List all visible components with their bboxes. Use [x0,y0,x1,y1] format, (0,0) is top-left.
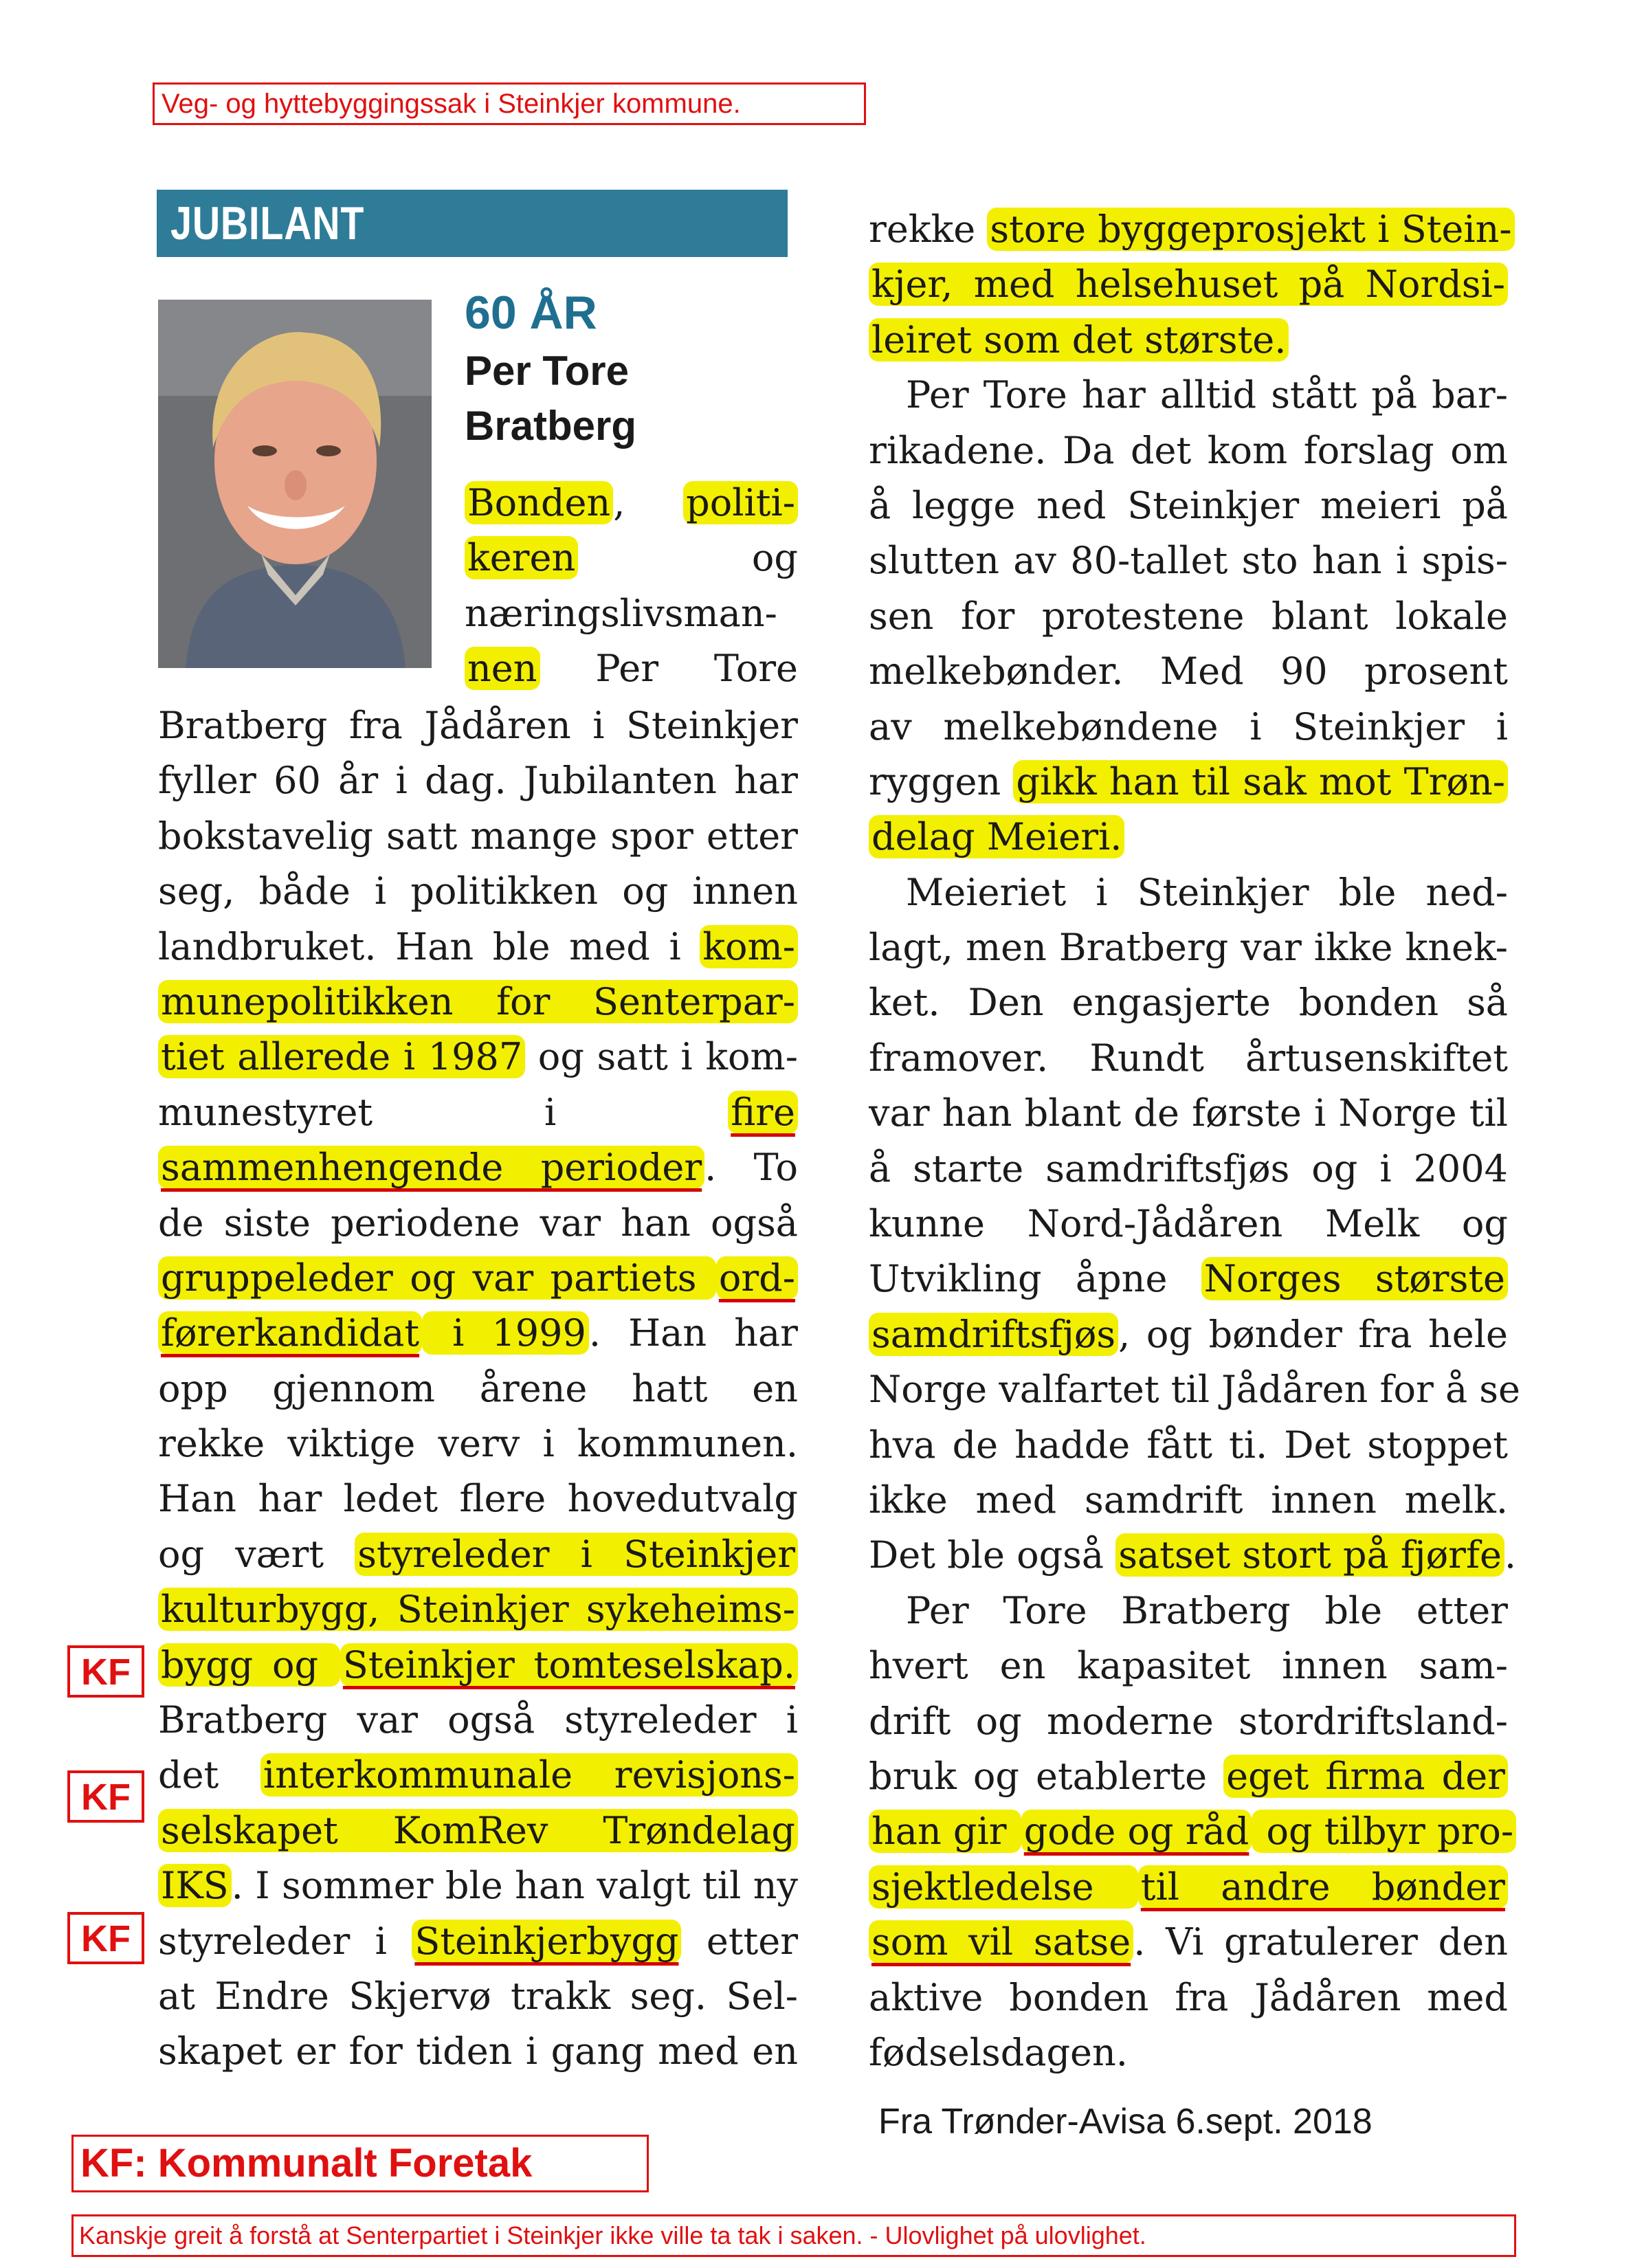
rubric-title: JUBILANT [170,197,365,249]
text-line: ket. Den engasjerte bonden så [869,981,1508,1025]
text-line: sen for protestene blant lokale [869,594,1508,638]
text-line: bygg og Steinkjer tomteselskap. [158,1638,798,1693]
text-line: tiet allerede i 1987 og satt i kom- [158,1030,798,1085]
text-line: som vil satse. Vi gratulerer den [869,1915,1508,1970]
text-line: IKS. I sommer ble han valgt til ny [158,1858,798,1913]
text-line: Han har ledet flere hovedutvalg [158,1477,798,1521]
text-line: Bratberg var også styreleder i [158,1698,798,1742]
text-line: sjektledelse til andre bønder [869,1860,1508,1915]
text-line: delag Meieri. [869,810,1508,865]
text-line: fyller 60 år i dag. Jubilanten har [158,759,798,803]
text-line: munestyret i fire [158,1085,798,1140]
name-first: Per Tore [465,348,629,394]
text-line: seg, både i politikken og innen [158,869,798,913]
text-line: drift og moderne stordriftsland- [869,1699,1508,1743]
text-line: skapet er for tiden i gang med en [158,2030,798,2074]
text-line: av melkebøndene i Steinkjer i [869,704,1508,748]
text-line: Norge valfartet til Jådåren for å se [869,1368,1520,1412]
article-column-right [869,202,1520,2080]
text-line: rikadene. Da det kom forslag om [869,428,1508,472]
text-line: Bonden, politi- [465,476,798,531]
text-line: rekke store byggeprosjekt i Stein- [869,202,1508,257]
intro-side-column [465,476,798,697]
text-line: Per Tore har alltid stått på bar- [906,373,1508,417]
text-line: Per Tore Bratberg ble etter [906,1588,1508,1632]
text-line: kulturbygg, Steinkjer sykeheims- [158,1582,798,1637]
text-line: at Endre Skjervø trakk seg. Sel- [158,1974,798,2018]
article-column-left [158,698,798,2080]
text-line: framover. Rundt årtusenskiftet [869,1036,1508,1080]
text-line: Bratberg fra Jådåren i Steinkjer [158,704,798,747]
source-credit: Fra Trønder-Avisa 6.sept. 2018 [878,2102,1373,2142]
kf-legend: KF: Kommunalt Foretak [71,2135,649,2192]
text-line: førerkandidat i 1999. Han har [158,1306,798,1361]
text-line: landbruket. Han ble med i kom- [158,920,798,975]
text-line: kjer, med helsehuset på Nordsi- [869,257,1508,312]
text-line: han gir gode og råd og tilbyr pro- [869,1804,1508,1859]
text-line: det interkommunale revisjons- [158,1748,798,1803]
text-line: rekke viktige verv i kommunen. [158,1422,798,1466]
text-line: å starte samdriftsfjøs og i 2004 [869,1146,1508,1190]
text-line: ikke med samdrift innen melk. [869,1478,1508,1522]
text-line: samdriftsfjøs, og bønder fra hele [869,1307,1508,1362]
kf-tag: KF [67,1645,144,1698]
text-line: hvert en kapasitet innen sam- [869,1644,1508,1688]
text-line: ryggen gikk han til sak mot Trøn- [869,755,1508,810]
text-line: de siste periodene var han også [158,1201,798,1245]
text-line: lagt, men Bratberg var ikke knek- [869,926,1508,970]
kf-tag: KF [67,1912,144,1964]
text-line: Utvikling åpne Norges største [869,1252,1508,1307]
name-last: Bratberg [465,403,637,449]
text-line: næringslivsman- [465,591,777,635]
text-line: selskapet KomRev Trøndelag [158,1803,798,1858]
text-line: opp gjennom årene hatt en [158,1366,798,1410]
text-line: Meieriet i Steinkjer ble ned- [906,870,1508,914]
text-line: munepolitikken for Senterpar- [158,975,798,1030]
text-line: bruk og etablerte eget firma der [869,1749,1508,1804]
portrait-photo [158,300,432,668]
text-line: sammenhengende perioder. To [158,1140,798,1195]
annotation-top-note: Veg- og hyttebyggingssak i Steinkjer kommune. [153,82,866,125]
text-line: melkebønder. Med 90 prosent [869,649,1508,693]
text-line: og vært styreleder i Steinkjer [158,1527,798,1582]
text-line: bokstavelig satt mange spor etter [158,814,798,858]
text-line: leiret som det største. [869,313,1508,368]
text-line: styreleder i Steinkjerbygg etter [158,1919,799,1963]
text-line: nen Per Tore [465,641,798,696]
text-line: hva de hadde fått ti. Det stoppet [869,1423,1508,1467]
text-line: fødselsdagen. [869,2030,1128,2074]
text-line: var han blant de første i Norge til [869,1091,1508,1135]
text-line: slutten av 80-tallet sto han i spis- [869,539,1508,583]
text-line: kunne Nord-Jådåren Melk og [869,1202,1508,1246]
text-line: keren og [465,531,798,586]
age-heading: 60 ÅR [465,287,597,339]
annotation-bottom-note: Kanskje greit å forstå at Senterpartiet i Steinkjer ikke ville ta tak i saken. - Ulovlighet på ulovlighet. [71,2214,1516,2257]
text-line: aktive bonden fra Jådåren med [869,1975,1508,2019]
text-line: gruppeleder og var partiets ord- [158,1251,798,1306]
text-line: Det ble også satset stort på fjørfe. [869,1533,1517,1577]
text-line: å legge ned Steinkjer meieri på [869,483,1508,527]
kf-tag: KF [67,1770,144,1823]
